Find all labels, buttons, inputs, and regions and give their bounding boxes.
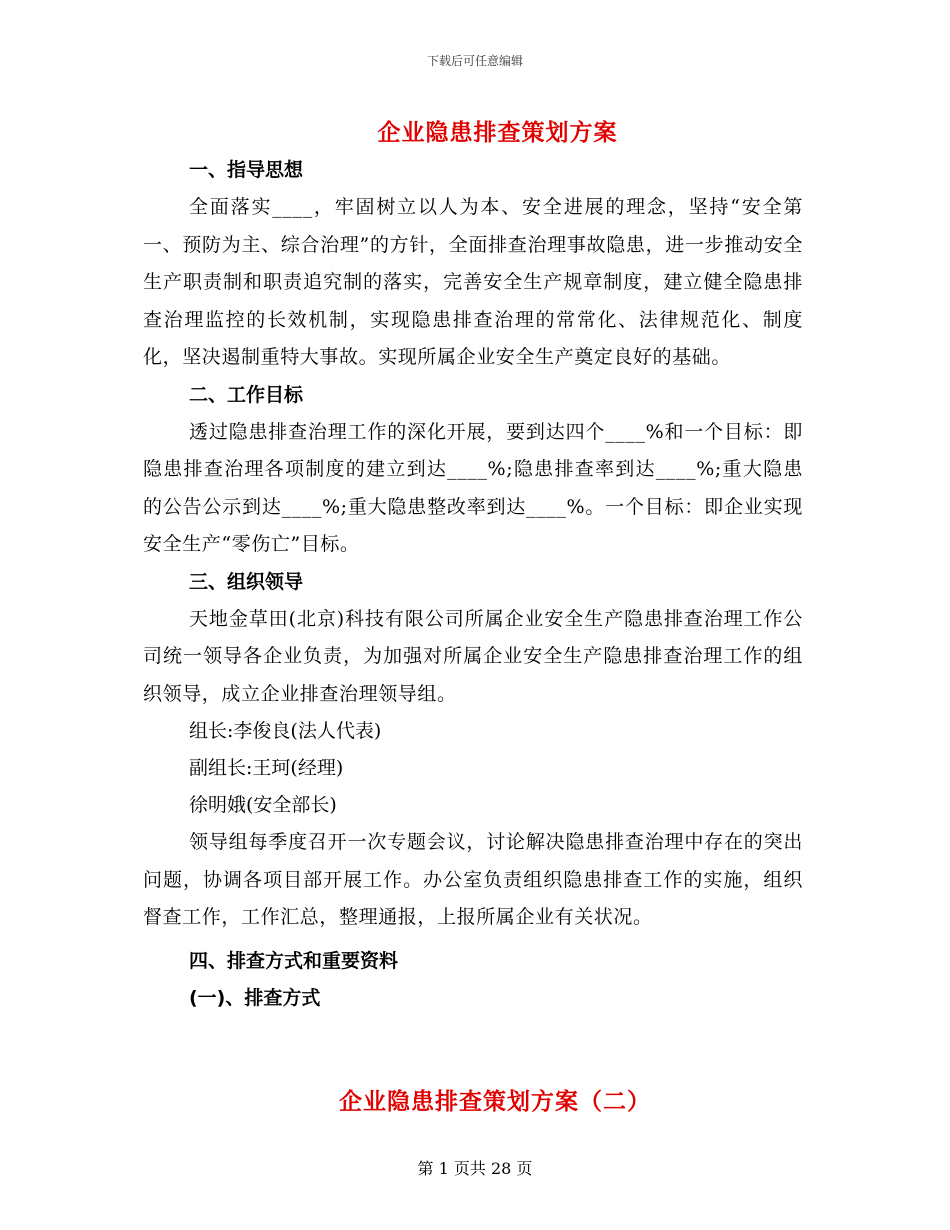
leader-line: 组长:李俊良(法人代表) — [189, 720, 382, 742]
section-heading-2: 二、工作目标 — [189, 383, 304, 406]
sub-heading-inspection-method: (一)、排查方式 — [189, 986, 321, 1009]
member-line: 徐明娥(安全部长) — [189, 794, 337, 816]
section-heading-3: 三、组织领导 — [189, 570, 304, 593]
section-1-paragraph: 全面落实____，牢固树立以人为本、安全进展的理念，坚持“安全第一、预防为主、综合治理”的方针，全面排查治理事故隐患，进一步推动安全生产职责制和职责追究制的落实，完善安全生产规章制度，建立健全隐患排查治理监控的长效机制，实现隐患排查治理的常常化、法律规范化、制度化，坚决遏制重特大事故。实现所属企业安全生产奠定良好的基础。 — [143, 196, 803, 368]
header-note: 下载后可任意编辑 — [426, 54, 523, 68]
section-heading-4: 四、排查方式和重要资料 — [189, 949, 399, 972]
document-subtitle: 企业隐患排查策划方案（二） — [339, 1088, 651, 1115]
section-3-paragraph-2: 领导组每季度召开一次专题会议，讨论解决隐患排查治理中存在的突出问题，协调各项目部开展工作。办公室负责组织隐患排查工作的实施，组织督查工作，工作汇总，整理通报，上报所属企业有关状况。 — [143, 831, 803, 928]
section-heading-1: 一、指导思想 — [189, 159, 304, 181]
deputy-leader-line: 副组长:王珂(经理) — [189, 757, 344, 779]
document-title: 企业隐患排查策划方案 — [377, 119, 618, 146]
page-footer: 第 1 页共 28 页 — [417, 1159, 533, 1178]
section-2-paragraph: 透过隐患排查治理工作的深化开展，要到达四个____%和一个目标：即隐患排查治理各项制度的建立到达____%;隐患排查率到达____%;重大隐患的公告公示到达____%;重大隐患整改率到达____%。一个目标：即企业实现安全生产“零伤亡”目标。 — [143, 420, 803, 555]
document-body — [143, 152, 803, 1017]
section-3-paragraph-1: 天地金草田(北京)科技有限公司所属企业安全生产隐患排查治理工作公司统一领导各企业负责，为加强对所属企业安全生产隐患排查治理工作的组织领导，成立企业排查治理领导组。 — [143, 607, 803, 705]
